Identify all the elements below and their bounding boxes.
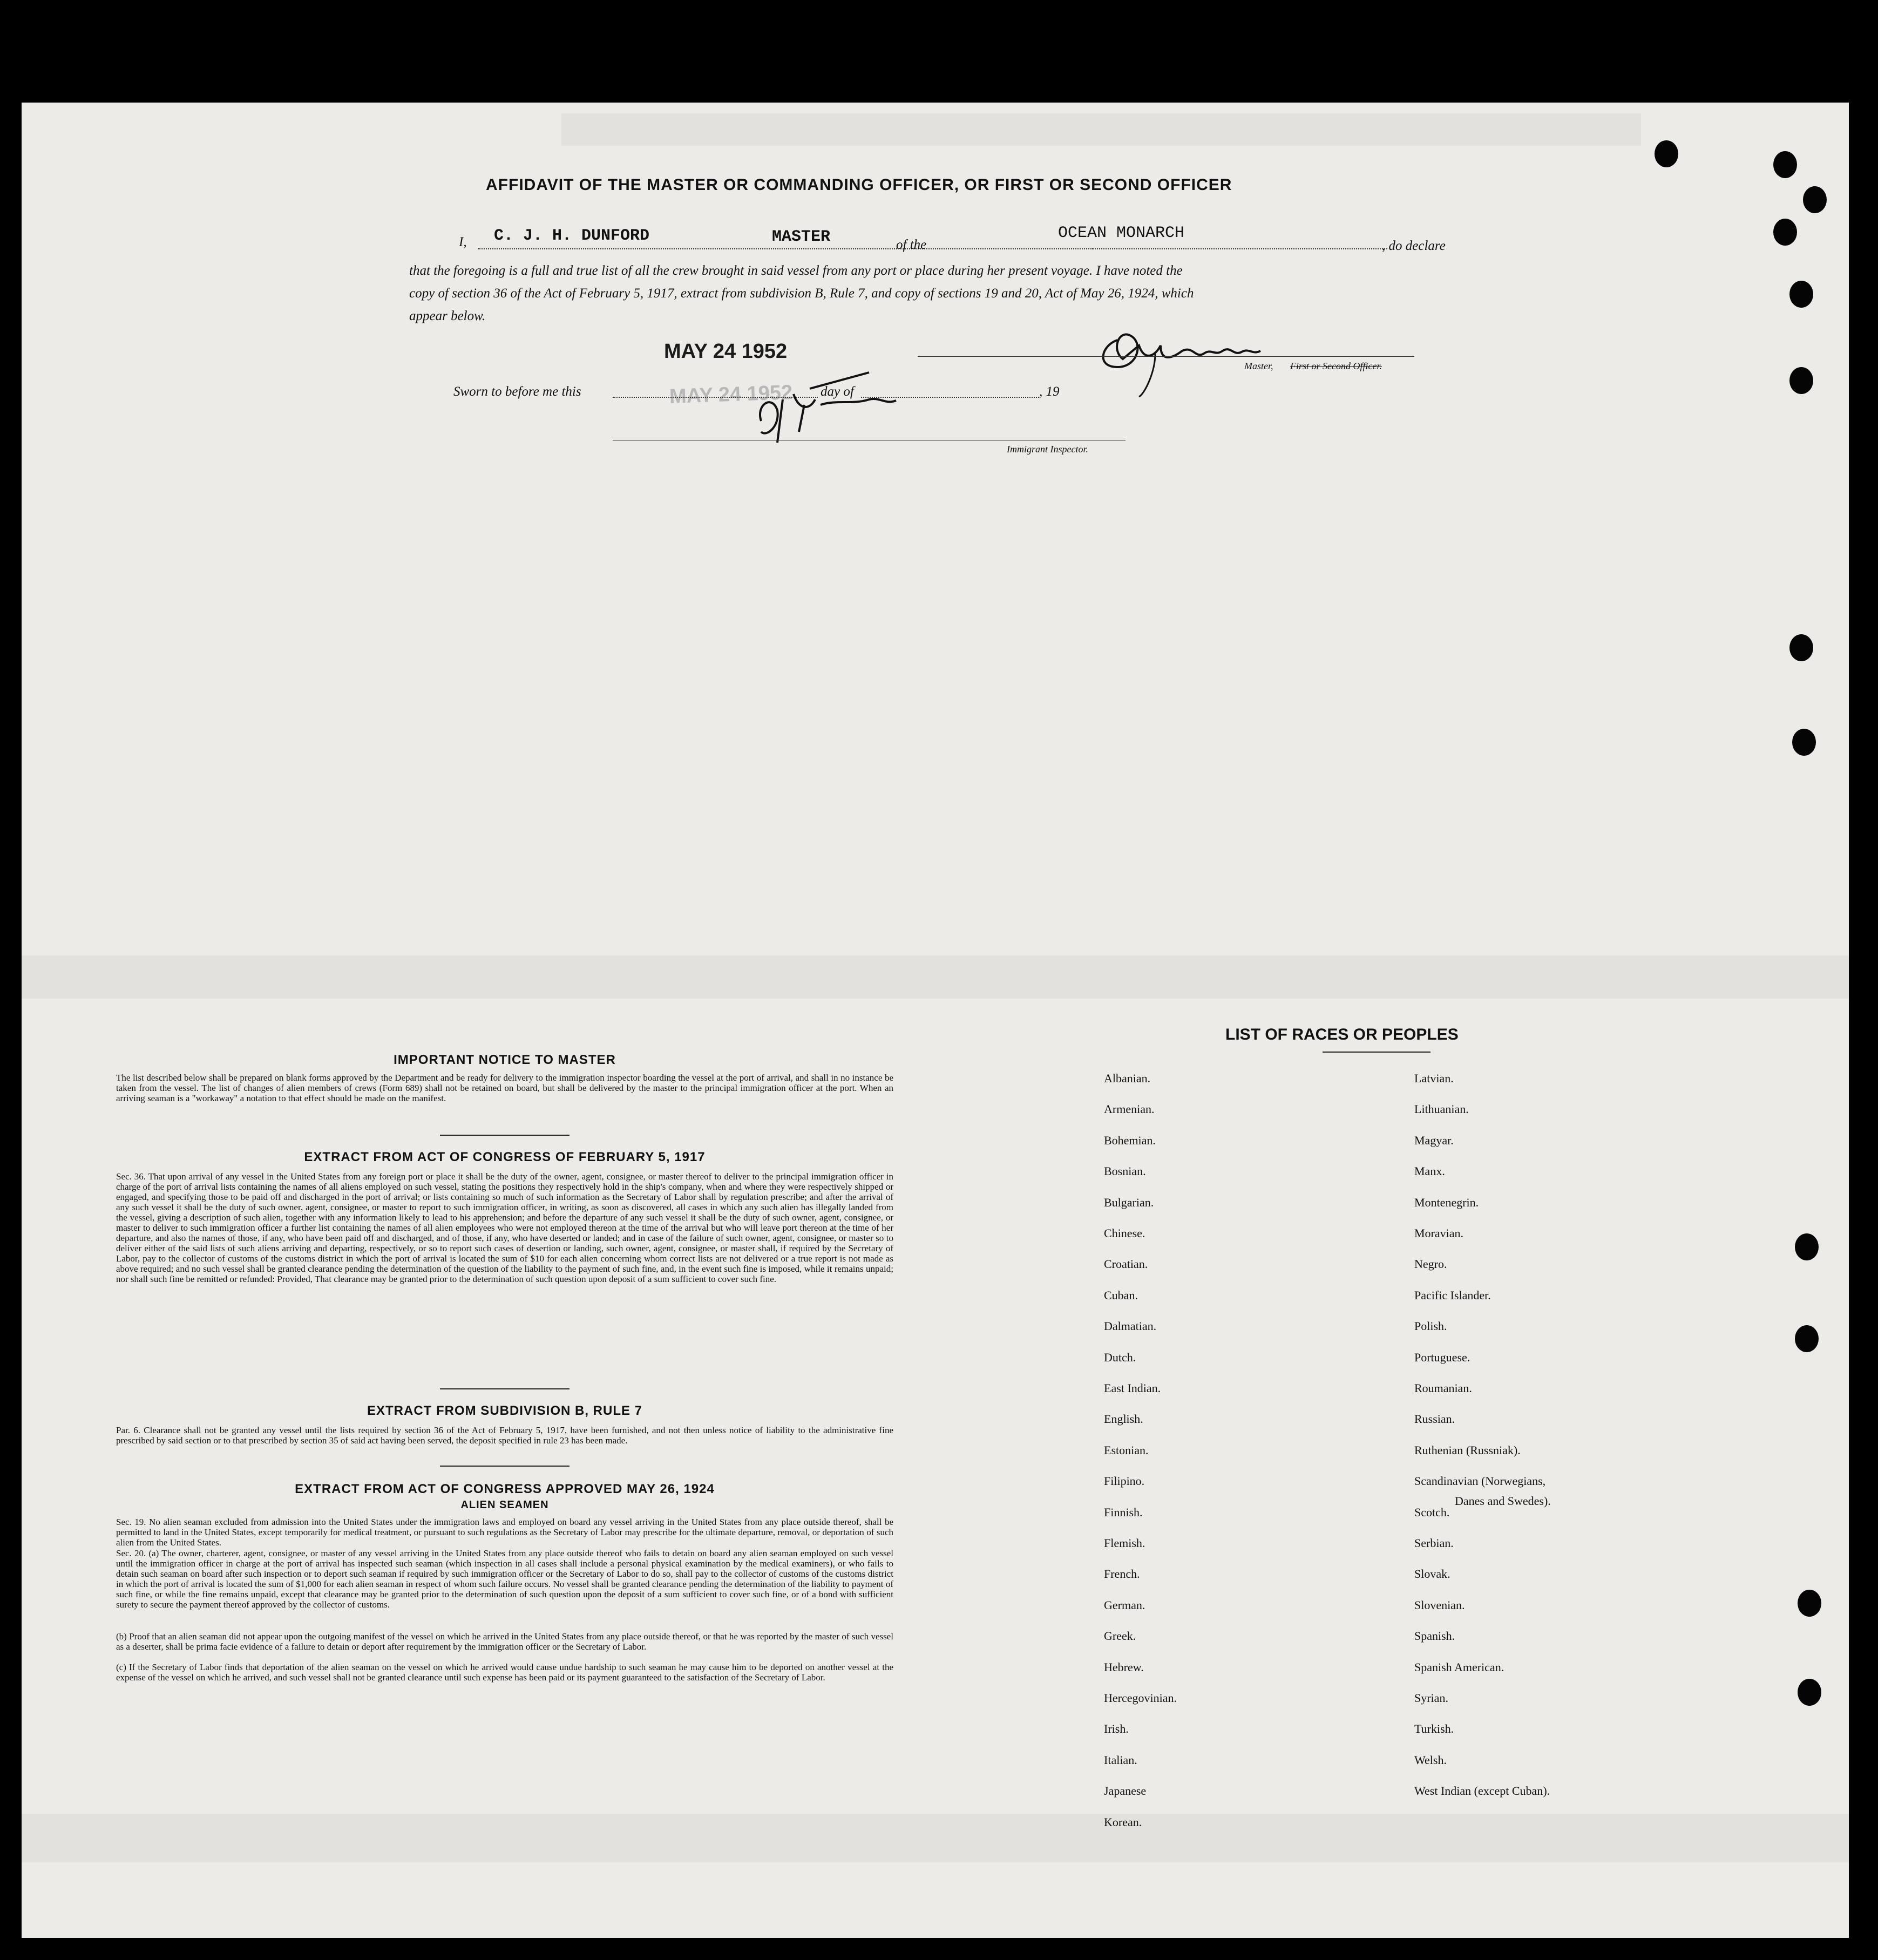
race-item: Spanish. <box>1414 1629 1455 1643</box>
race-item: English. <box>1104 1412 1143 1426</box>
race-item: Hebrew. <box>1104 1660 1144 1674</box>
master-signature <box>1080 308 1306 399</box>
race-item: Greek. <box>1104 1629 1136 1643</box>
bleed-through-header <box>561 113 1641 146</box>
intro-i: I, <box>459 235 467 249</box>
immigrant-inspector-caption: Immigrant Inspector. <box>1007 444 1088 455</box>
extract-1924-sec20b: (b) Proof that an alien seaman did not appear upon the outgoing manifest of the vessel on which he arrived in the United States from any place outside thereof, or that he was reported by the master of such vessel as a deserter, shall be prima facie evidence of a failure to detain or deport after requirement by the immigration officer or the Secretary of Labor. <box>116 1631 893 1652</box>
race-item: Serbian. <box>1414 1536 1454 1550</box>
race-item: Japanese <box>1104 1784 1147 1798</box>
signature-line <box>918 356 1414 357</box>
race-item: Estonian. <box>1104 1443 1149 1457</box>
extract-1917-title: EXTRACT FROM ACT OF CONGRESS OF FEBRUARY 5, 1917 <box>304 1150 706 1164</box>
race-item: French. <box>1104 1567 1140 1581</box>
rank-text: MASTER <box>772 228 831 246</box>
year-prefix: , 19 <box>1039 384 1060 399</box>
race-item: Hercegovinian. <box>1104 1691 1177 1705</box>
race-item: Syrian. <box>1414 1691 1448 1705</box>
affidavit-body-line2: copy of section 36 of the Act of February 5, 1917, extract from subdivision B, Rule 7, and copy of sections 19 and 20, Act of May 26, 1924, which <box>409 286 1194 301</box>
vessel-name: OCEAN MONARCH <box>1058 224 1185 242</box>
race-item: Bulgarian. <box>1104 1195 1154 1209</box>
affidavit-body-line3: appear below. <box>409 309 486 323</box>
divider-3 <box>440 1466 569 1467</box>
day-of-text: day of <box>821 384 854 399</box>
race-scandinavian-cont: Danes and Swedes). <box>1455 1494 1551 1508</box>
punch-hole <box>1795 1325 1819 1352</box>
notice-text: The list described below shall be prepared on blank forms approved by the Department and be ready for delivery to the immigration inspector boarding the vessel at the port of arrival, and shall in no instance be taken from the vessel. The list of changes of alien members of crews (Form 689) shall not be retained on board, but shall be delivered by the master to the principal immigration officer at the port. When an arriving seaman is a "workaway" a notation to that effect should be made on the manifest. <box>116 1073 893 1103</box>
inspector-signature <box>745 362 918 448</box>
divider-1 <box>440 1135 569 1136</box>
date-stamp: MAY 24 1952 <box>664 340 788 363</box>
races-title: LIST OF RACES OR PEOPLES <box>1225 1026 1459 1043</box>
race-item: Lithuanian. <box>1414 1102 1469 1116</box>
punch-hole <box>1773 151 1797 178</box>
rule7-title: EXTRACT FROM SUBDIVISION B, RULE 7 <box>367 1403 643 1418</box>
bleed-through-band <box>22 955 1849 999</box>
race-item: Irish. <box>1104 1722 1129 1736</box>
race-item: Albanian. <box>1104 1071 1151 1085</box>
race-item: East Indian. <box>1104 1381 1161 1395</box>
bleed-through-footer <box>22 1814 1849 1862</box>
race-item: Montenegrin. <box>1414 1195 1479 1209</box>
race-item: Manx. <box>1414 1164 1445 1178</box>
punch-hole <box>1773 219 1797 246</box>
race-item: Negro. <box>1414 1257 1447 1271</box>
divider-2 <box>440 1388 569 1389</box>
race-item: Magyar. <box>1414 1133 1454 1147</box>
extract-1924-sec20a: Sec. 20. (a) The owner, charterer, agent, consignee, or master of any vessel arriving in the United States from any place outside thereof who fails to detain on board any alien seaman employed on such vessel until the immigration officer in charge at the port of arrival has inspected such seaman (which inspection in all cases shall include a personal physical examination by the medical examiners), or who fails to detain such seaman on board after such inspection or to deport such seaman if required by such immigration officer or the Secretary of Labor to do so, shall pay to the collector of customs of the customs district in which the port of arrival is located the sum of $1,000 for each alien seaman in respect of whom such failure occurs. No vessel shall be granted clearance pending the determination of the liability to payment of such fine, or while the fine remains unpaid, except that clearance may be granted prior to the determination of such question upon the deposit of a sum sufficient to cover such fine, or of a bond with sufficient surety to secure the payment thereof approved by the collector of customs. <box>116 1548 893 1610</box>
race-item: Croatian. <box>1104 1257 1148 1271</box>
extract-1924-sec20c: (c) If the Secretary of Labor finds that deportation of the alien seaman on the vessel on which he arrived would cause undue hardship to such seaman he may cause him to be deported on another vessel at the expense of the vessel on which he arrived, and such vessel shall not be granted clearance until such expense has been paid or its payment guaranteed to the satisfaction of the Secretary of Labor. <box>116 1662 893 1683</box>
extract-1924-subtitle: ALIEN SEAMEN <box>460 1499 549 1511</box>
punch-hole <box>1803 186 1827 213</box>
signature-caption-master: Master, <box>1244 361 1273 371</box>
notice-title: IMPORTANT NOTICE TO MASTER <box>394 1053 616 1067</box>
race-item: Scandinavian (Norwegians, <box>1414 1474 1546 1488</box>
date-stamp-faded: MAY 24 1952 <box>669 381 793 408</box>
race-item: Bohemian. <box>1104 1133 1156 1147</box>
race-item: Italian. <box>1104 1753 1137 1767</box>
race-item: Armenian. <box>1104 1102 1155 1116</box>
race-item: Welsh. <box>1414 1753 1447 1767</box>
affidavit-title: AFFIDAVIT OF THE MASTER OR COMMANDING OFFICER, OR FIRST OR SECOND OFFICER <box>486 176 1232 194</box>
punch-hole <box>1655 140 1678 167</box>
extract-1924-title: EXTRACT FROM ACT OF CONGRESS APPROVED MAY 26, 1924 <box>295 1482 715 1496</box>
punch-hole <box>1798 1679 1821 1706</box>
race-item: German. <box>1104 1598 1145 1612</box>
document-page <box>22 103 1849 1938</box>
race-item: West Indian (except Cuban). <box>1414 1784 1550 1798</box>
sworn-text: Sworn to before me this <box>453 384 581 399</box>
punch-hole <box>1798 1590 1821 1617</box>
race-item: Latvian. <box>1414 1071 1454 1085</box>
vessel-blank <box>939 248 1387 249</box>
race-item: Polish. <box>1414 1319 1447 1333</box>
race-item: Dalmatian. <box>1104 1319 1157 1333</box>
race-item: Scotch. <box>1414 1505 1450 1519</box>
of-the-text: of the <box>896 238 927 252</box>
race-item: Russian. <box>1414 1412 1455 1426</box>
punch-hole <box>1789 281 1813 308</box>
race-item: Flemish. <box>1104 1536 1145 1550</box>
race-item: Slovenian. <box>1414 1598 1465 1612</box>
race-item: Moravian. <box>1414 1226 1464 1240</box>
race-item: Bosnian. <box>1104 1164 1146 1178</box>
do-declare-text: , do declare <box>1382 239 1446 253</box>
race-item: Turkish. <box>1414 1722 1454 1736</box>
punch-hole <box>1795 1233 1819 1260</box>
race-item: Korean. <box>1104 1815 1142 1829</box>
race-item: Roumanian. <box>1414 1381 1472 1395</box>
master-name: C. J. H. DUNFORD <box>494 227 650 245</box>
races-divider <box>1323 1052 1430 1053</box>
race-item: Dutch. <box>1104 1350 1136 1364</box>
rule7-text: Par. 6. Clearance shall not be granted any vessel until the lists required by section 36 of the Act of February 5, 1917, have been furnished, and not then unless notice of liability to the administrative fine prescribed by said section or to that prescribed by section 35 of said act having been served, the deposit specified in rule 23 has been made. <box>116 1425 893 1446</box>
race-item: Chinese. <box>1104 1226 1145 1240</box>
extract-1917-text: Sec. 36. That upon arrival of any vessel in the United States from any foreign port or place it shall be the duty of the owner, agent, consignee, or master thereof to deliver to the principal immigration officer in charge of the port of arrival lists containing the names of all aliens employed on such vessel, stating the positions they respectively hold in the ship's company, when and where they were respectively shipped or engaged, and specifying those to be paid off and discharged in the port of arrival; or lists containing so much of such information as the Secretary of Labor shall by regulation prescribe; and after the arrival of any such vessel it shall be the duty of such owner, agent, consignee, or master to report to such immigration officer, in writing, as soon as discovered, all cases in which any such alien has illegally landed from the vessel, giving a description of such alien, together with any information likely to lead to his apprehension; and before the departure of any such vessel it shall be the duty of such owner, agent, consignee, or master to deliver to such immigration officer a further list containing the names of all alien employees who were not employed thereon at the time of the arrival but who will leave port thereon at the time of her departure, and also the names of those, if any, who have been paid off and discharged, and of those, if any, who have deserted or landed; and in case of the failure of such owner, agent, consignee, or master so to deliver either of the said lists of such aliens arriving and departing, respectively, or so to report such cases of desertion or landing, such owner, agent, consignee, or master shall, if required by the Secretary of Labor, pay to the collector of customs of the customs district in which the port of arrival is located the sum of $10 for each alien concerning whom correct lists are not delivered or a true report is not made as above required; and no such vessel shall be granted clearance pending the determination of the question of the liability to the payment of such fine, and, in the event such fine is imposed, while it remains unpaid; nor shall such fine be remitted or refunded: Provided, That clearance may be granted prior to the determination of such question upon deposit of a sum sufficient to cover such fine. <box>116 1171 893 1284</box>
race-item: Slovak. <box>1414 1567 1450 1581</box>
extract-1924-sec19: Sec. 19. No alien seaman excluded from admission into the United States under the immigration laws and employed on board any vessel arriving in the United States from any place outside thereof, shall be permitted to land in the United States, except temporarily for medical treatment, or pursuant to such regulations as the Secretary of Labor may prescribe for the ultimate departure, removal, or deportation of such alien from the United States. <box>116 1517 893 1548</box>
race-item: Filipino. <box>1104 1474 1145 1488</box>
punch-hole <box>1789 634 1813 661</box>
race-item: Spanish American. <box>1414 1660 1504 1674</box>
race-item: Ruthenian (Russniak). <box>1414 1443 1521 1457</box>
race-item: Finnish. <box>1104 1505 1143 1519</box>
signature-caption-struck: First or Second Officer. <box>1290 361 1382 371</box>
punch-hole <box>1789 367 1813 394</box>
affidavit-body-line1: that the foregoing is a full and true list of all the crew brought in said vessel from any port or place during her present voyage. I have noted the <box>409 263 1183 278</box>
race-item: Portuguese. <box>1414 1350 1470 1364</box>
race-item: Cuban. <box>1104 1288 1138 1302</box>
punch-hole <box>1792 729 1816 756</box>
race-item: Pacific Islander. <box>1414 1288 1491 1302</box>
